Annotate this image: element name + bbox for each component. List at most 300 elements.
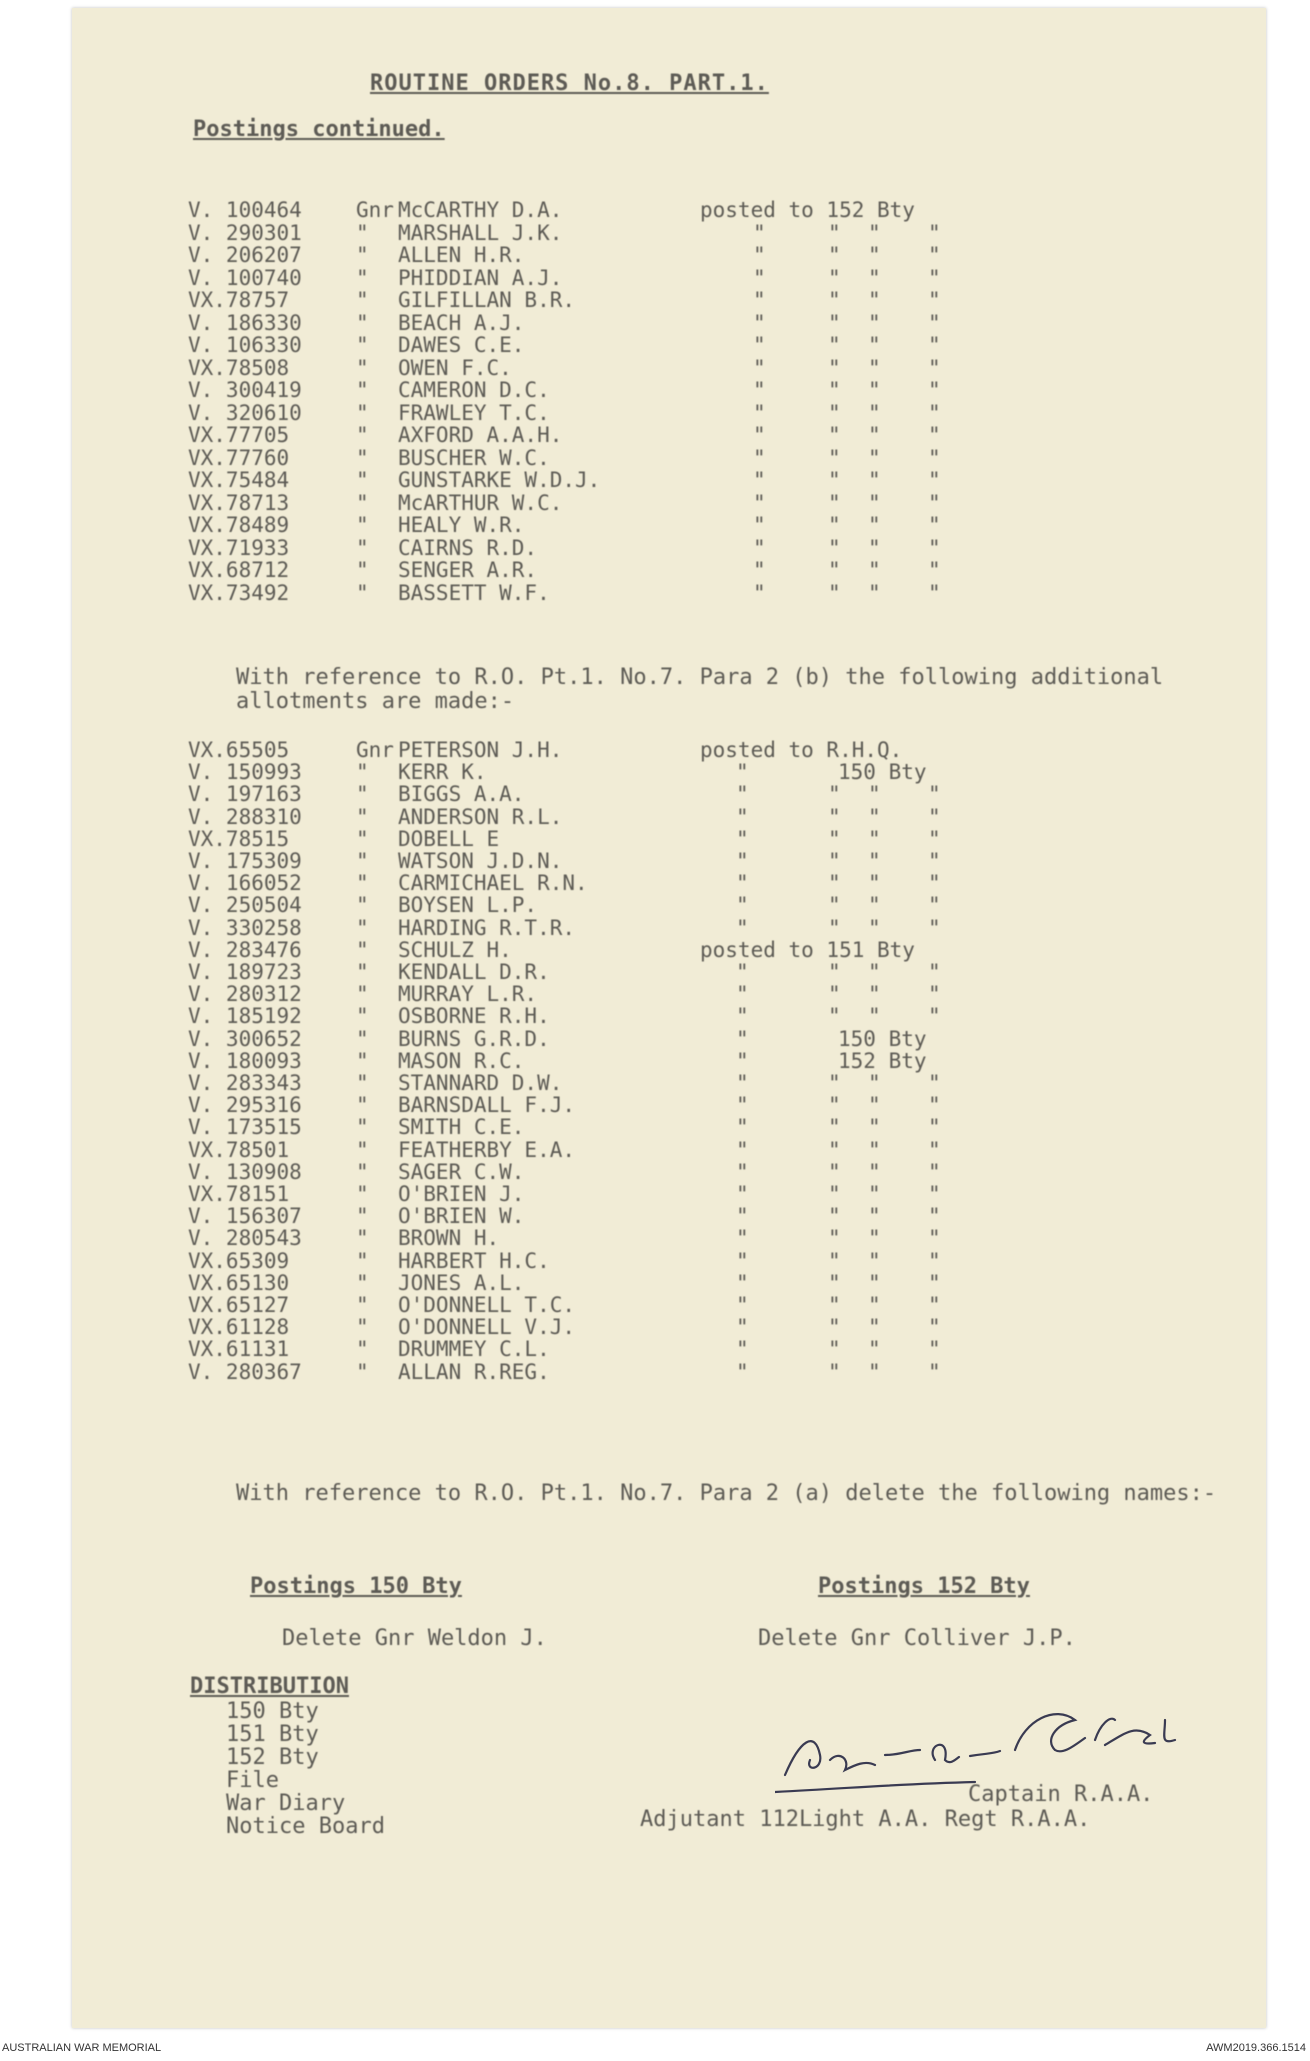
- ditto-mark: ": [828, 513, 841, 537]
- ditto-mark: ": [928, 782, 941, 807]
- posting-destination: posted to R.H.Q.: [700, 738, 903, 762]
- posting-row: [188, 288, 1188, 311]
- ditto-mark: ": [828, 333, 841, 357]
- service-number: V. 206207: [188, 243, 302, 267]
- ditto-mark: ": [868, 490, 881, 515]
- ditto-mark: ": [868, 1270, 881, 1295]
- rank: ": [356, 580, 369, 605]
- service-number: VX.65127: [188, 1293, 290, 1317]
- ditto-mark: ": [828, 1093, 841, 1118]
- delete-152-text: Delete Gnr Colliver J.P.: [758, 1626, 1076, 1651]
- posting-destination: ": [753, 445, 766, 470]
- posting-destination: ": [736, 1071, 749, 1095]
- ditto-mark: ": [928, 1004, 941, 1029]
- soldier-name: KERR K.: [398, 760, 487, 785]
- posting-destination: ": [736, 982, 749, 1007]
- ditto-mark: ": [828, 1226, 841, 1251]
- posting-row: [188, 893, 1188, 916]
- posting-row: [188, 827, 1188, 850]
- posting-destination: 150 Bty: [838, 1026, 927, 1051]
- service-number: VX.78501: [188, 1137, 290, 1162]
- ditto-mark: ": [928, 1071, 941, 1095]
- soldier-name: O'BRIEN J.: [398, 1182, 525, 1206]
- postings-152-heading: Postings 152 Bty: [818, 1574, 1030, 1599]
- posting-row: [188, 423, 1188, 446]
- ditto-mark: ": [928, 558, 941, 582]
- posting-row: [188, 401, 1188, 424]
- posting-destination: ": [753, 243, 766, 267]
- service-number: V. 288310: [188, 804, 302, 829]
- service-number: V. 173515: [188, 1115, 302, 1140]
- rank: ": [356, 1359, 369, 1384]
- ditto-mark: ": [868, 355, 881, 380]
- rank: ": [356, 893, 369, 918]
- rank: ": [356, 826, 369, 851]
- posting-row: [188, 760, 1188, 783]
- service-number: VX.61128: [188, 1315, 290, 1340]
- service-number: V. 320610: [188, 400, 302, 425]
- rank: ": [356, 1315, 369, 1340]
- soldier-name: WATSON J.D.N.: [398, 849, 563, 873]
- posting-destination: ": [736, 1337, 749, 1362]
- posting-destination: posted to 151 Bty: [700, 937, 915, 962]
- service-number: VX.73492: [188, 580, 290, 605]
- soldier-name: CAIRNS R.D.: [398, 535, 538, 560]
- ditto-mark: ": [828, 1293, 841, 1317]
- ditto-mark: ": [828, 915, 841, 940]
- posting-row: [188, 1093, 1188, 1116]
- rank: ": [356, 243, 369, 267]
- ditto-mark: ": [828, 1071, 841, 1095]
- rank: ": [356, 400, 369, 425]
- service-number: V. 130908: [188, 1159, 302, 1184]
- soldier-name: DOBELL E: [398, 826, 500, 851]
- posting-destination: ": [736, 1159, 749, 1184]
- posting-row: [188, 491, 1188, 514]
- rank: ": [356, 1337, 369, 1362]
- ditto-mark: ": [828, 982, 841, 1007]
- rank: ": [356, 1293, 369, 1317]
- posting-row: [188, 513, 1188, 536]
- rank: ": [356, 804, 369, 829]
- ditto-mark: ": [868, 1071, 881, 1095]
- ditto-mark: ": [828, 1204, 841, 1229]
- posting-destination: ": [736, 915, 749, 940]
- rank: ": [356, 1004, 369, 1029]
- ditto-mark: ": [928, 1293, 941, 1317]
- service-number: VX.65505: [188, 738, 290, 762]
- service-number: V. 280543: [188, 1226, 302, 1251]
- posting-row: [188, 1315, 1188, 1338]
- ditto-mark: ": [928, 468, 941, 492]
- soldier-name: GILFILLAN B.R.: [398, 288, 576, 312]
- ditto-mark: ": [828, 804, 841, 829]
- ditto-mark: ": [868, 871, 881, 896]
- service-number: V. 283343: [188, 1071, 302, 1095]
- ditto-mark: ": [868, 1248, 881, 1273]
- posting-row: [188, 916, 1188, 939]
- soldier-name: BEACH A.J.: [398, 310, 525, 335]
- distribution-item: File: [226, 1768, 279, 1793]
- postings-150-heading: Postings 150 Bty: [250, 1574, 462, 1599]
- posting-row: [188, 805, 1188, 828]
- posting-destination: ": [753, 288, 766, 312]
- soldier-name: SMITH C.E.: [398, 1115, 525, 1140]
- ditto-mark: ": [928, 871, 941, 896]
- service-number: VX.78489: [188, 513, 290, 537]
- ditto-mark: ": [828, 1182, 841, 1206]
- soldier-name: ANDERSON R.L.: [398, 804, 563, 829]
- ditto-mark: ": [828, 826, 841, 851]
- ditto-mark: ": [928, 220, 941, 245]
- soldier-name: MARSHALL J.K.: [398, 220, 563, 245]
- posting-row: [188, 446, 1188, 469]
- ditto-mark: ": [928, 355, 941, 380]
- ditto-mark: ": [928, 378, 941, 402]
- ditto-mark: ": [868, 982, 881, 1007]
- posting-destination: ": [753, 265, 766, 290]
- ditto-mark: ": [868, 423, 881, 447]
- rank: ": [356, 558, 369, 582]
- posting-row: [188, 1337, 1188, 1360]
- ditto-mark: ": [928, 265, 941, 290]
- service-number: VX.75484: [188, 468, 290, 492]
- soldier-name: BURNS G.R.D.: [398, 1026, 550, 1051]
- ditto-mark: ": [828, 288, 841, 312]
- ditto-mark: ": [828, 400, 841, 425]
- service-number: V. 300419: [188, 378, 302, 402]
- posting-destination: ": [753, 535, 766, 560]
- posting-row: [188, 581, 1188, 604]
- ditto-mark: ": [828, 871, 841, 896]
- ditto-mark: ": [928, 1226, 941, 1251]
- ditto-mark: ": [928, 804, 941, 829]
- ditto-mark: ": [828, 265, 841, 290]
- posting-destination: ": [736, 1248, 749, 1273]
- ditto-mark: ": [928, 1315, 941, 1340]
- ditto-mark: ": [928, 1359, 941, 1384]
- ditto-mark: ": [928, 580, 941, 605]
- ditto-mark: ": [868, 445, 881, 470]
- rank: ": [356, 982, 369, 1007]
- service-number: V. 290301: [188, 220, 302, 245]
- posting-row: [188, 1204, 1188, 1227]
- soldier-name: ALLEN H.R.: [398, 243, 525, 267]
- service-number: V. 100740: [188, 265, 302, 290]
- soldier-name: MURRAY L.R.: [398, 982, 538, 1007]
- ditto-mark: ": [868, 535, 881, 560]
- service-number: V. 186330: [188, 310, 302, 335]
- rank: ": [356, 490, 369, 515]
- service-number: V. 280312: [188, 982, 302, 1007]
- posting-destination: ": [736, 960, 749, 984]
- ditto-mark: ": [868, 1337, 881, 1362]
- rank: ": [356, 937, 369, 962]
- ditto-mark: ": [928, 400, 941, 425]
- rank: ": [356, 423, 369, 447]
- page-title: ROUTINE ORDERS No.8. PART.1.: [370, 71, 769, 96]
- posting-destination: ": [736, 804, 749, 829]
- posting-row: [188, 1027, 1188, 1050]
- postings-continued-heading: Postings continued.: [193, 117, 445, 142]
- service-number: V. 283476: [188, 937, 302, 962]
- ditto-mark: ": [868, 558, 881, 582]
- rank: ": [356, 1026, 369, 1051]
- posting-destination: ": [753, 490, 766, 515]
- posting-row: [188, 1293, 1188, 1316]
- service-number: V. 166052: [188, 871, 302, 896]
- service-number: V. 185192: [188, 1004, 302, 1029]
- ditto-mark: ": [868, 1293, 881, 1317]
- service-number: VX.78508: [188, 355, 290, 380]
- posting-destination: ": [753, 220, 766, 245]
- ditto-mark: ": [928, 513, 941, 537]
- soldier-name: AXFORD A.A.H.: [398, 423, 563, 447]
- ditto-mark: ": [928, 535, 941, 560]
- rank: ": [356, 355, 369, 380]
- ditto-mark: ": [828, 1137, 841, 1162]
- posting-row: [188, 1138, 1188, 1161]
- posting-destination: ": [753, 378, 766, 402]
- ditto-mark: ": [928, 1182, 941, 1206]
- ditto-mark: ": [868, 400, 881, 425]
- ditto-mark: ": [868, 288, 881, 312]
- ditto-mark: ": [928, 333, 941, 357]
- delete-150-text: Delete Gnr Weldon J.: [282, 1626, 547, 1651]
- rank: ": [356, 513, 369, 537]
- rank: ": [356, 468, 369, 492]
- rank: ": [356, 782, 369, 807]
- posting-row: [188, 311, 1188, 334]
- posting-destination: ": [736, 1115, 749, 1140]
- service-number: V. 106330: [188, 333, 302, 357]
- ditto-mark: ": [928, 310, 941, 335]
- soldier-name: FRAWLEY T.C.: [398, 400, 550, 425]
- service-number: VX.65130: [188, 1270, 290, 1295]
- posting-row: [188, 356, 1188, 379]
- posting-destination: ": [736, 1315, 749, 1340]
- soldier-name: STANNARD D.W.: [398, 1071, 563, 1095]
- posting-destination: ": [736, 1226, 749, 1251]
- signature-role: Adjutant 112Light A.A. Regt R.A.A.: [640, 1807, 1091, 1832]
- ditto-mark: ": [928, 1337, 941, 1362]
- ditto-mark: ": [828, 960, 841, 984]
- ditto-mark: ": [928, 826, 941, 851]
- ditto-mark: ": [828, 1337, 841, 1362]
- ditto-mark: ": [828, 445, 841, 470]
- ditto-mark: ": [868, 1226, 881, 1251]
- distribution-item: War Diary: [226, 1791, 346, 1816]
- posting-row: [188, 1226, 1188, 1249]
- posting-destination: ": [753, 423, 766, 447]
- posting-row: [188, 871, 1188, 894]
- posting-destination: ": [736, 1137, 749, 1162]
- posting-row: [188, 1271, 1188, 1294]
- rank: ": [356, 1270, 369, 1295]
- rank: ": [356, 960, 369, 984]
- soldier-name: O'DONNELL T.C.: [398, 1293, 576, 1317]
- ditto-mark: ": [736, 1048, 749, 1073]
- ditto-mark: ": [868, 1115, 881, 1140]
- soldier-name: KENDALL D.R.: [398, 960, 550, 984]
- ditto-mark: ": [828, 220, 841, 245]
- ditto-mark: ": [828, 423, 841, 447]
- ditto-mark: ": [868, 849, 881, 873]
- service-number: V. 175309: [188, 849, 302, 873]
- ditto-mark: ": [928, 960, 941, 984]
- rank: ": [356, 871, 369, 896]
- paragraph-additional-allotments: With reference to R.O. Pt.1. No.7. Para 2 (b) the following additional allotments are made:-: [236, 665, 1164, 714]
- ditto-mark: ": [828, 558, 841, 582]
- ditto-mark: ": [928, 1093, 941, 1118]
- soldier-name: BASSETT W.F.: [398, 580, 550, 605]
- soldier-name: GUNSTARKE W.D.J.: [398, 468, 601, 492]
- ditto-mark: ": [928, 982, 941, 1007]
- posting-row: [188, 938, 1188, 961]
- ditto-mark: ": [736, 1026, 749, 1051]
- rank: ": [356, 445, 369, 470]
- posting-row: [188, 378, 1188, 401]
- ditto-mark: ": [928, 288, 941, 312]
- soldier-name: SENGER A.R.: [398, 558, 538, 582]
- posting-destination: ": [736, 782, 749, 807]
- soldier-name: MASON R.C.: [398, 1048, 525, 1073]
- service-number: V. 156307: [188, 1204, 302, 1229]
- distribution-item: 151 Bty: [226, 1722, 319, 1747]
- posting-row: [188, 333, 1188, 356]
- service-number: VX.68712: [188, 558, 290, 582]
- ditto-mark: ": [828, 1315, 841, 1340]
- ditto-mark: ": [868, 378, 881, 402]
- footer-right-id: AWM2019.366.1514: [1206, 2042, 1306, 2054]
- soldier-name: PHIDDIAN A.J.: [398, 265, 563, 290]
- posting-destination: ": [736, 1293, 749, 1317]
- rank: ": [356, 310, 369, 335]
- soldier-name: OSBORNE R.H.: [398, 1004, 550, 1029]
- rank: ": [356, 849, 369, 873]
- ditto-mark: ": [868, 1137, 881, 1162]
- service-number: V. 180093: [188, 1048, 302, 1073]
- posting-destination: ": [736, 849, 749, 873]
- ditto-mark: ": [868, 826, 881, 851]
- ditto-mark: ": [868, 265, 881, 290]
- soldier-name: CAMERON D.C.: [398, 378, 550, 402]
- posting-destination: ": [736, 1004, 749, 1029]
- rank: ": [356, 1115, 369, 1140]
- service-number: V. 197163: [188, 782, 302, 807]
- posting-destination: ": [736, 1359, 749, 1384]
- soldier-name: HEALY W.R.: [398, 513, 525, 537]
- ditto-mark: ": [828, 378, 841, 402]
- ditto-mark: ": [828, 1248, 841, 1273]
- soldier-name: BUSCHER W.C.: [398, 445, 550, 470]
- service-number: VX.78713: [188, 490, 290, 515]
- ditto-mark: ": [868, 1182, 881, 1206]
- soldier-name: CARMICHAEL R.N.: [398, 871, 588, 896]
- rank: Gnr: [356, 738, 394, 762]
- ditto-mark: ": [928, 1159, 941, 1184]
- service-number: VX.61131: [188, 1337, 290, 1362]
- ditto-mark: ": [828, 1270, 841, 1295]
- posting-destination: ": [753, 400, 766, 425]
- ditto-mark: ": [828, 1359, 841, 1384]
- ditto-mark: ": [868, 243, 881, 267]
- ditto-mark: ": [828, 1115, 841, 1140]
- ditto-mark: ": [928, 1115, 941, 1140]
- posting-row: [188, 1360, 1188, 1383]
- service-number: VX.78757: [188, 288, 290, 312]
- rank: ": [356, 1248, 369, 1273]
- service-number: V. 250504: [188, 893, 302, 918]
- posting-row: [188, 738, 1188, 761]
- footer-left-credit: AUSTRALIAN WAR MEMORIAL: [2, 2042, 162, 2054]
- service-number: V. 150993: [188, 760, 302, 785]
- ditto-mark: ": [868, 513, 881, 537]
- soldier-name: BOYSEN L.P.: [398, 893, 538, 918]
- rank: ": [356, 760, 369, 785]
- ditto-mark: ": [868, 1315, 881, 1340]
- rank: ": [356, 1204, 369, 1229]
- service-number: VX.71933: [188, 535, 290, 560]
- posting-row: [188, 782, 1188, 805]
- rank: ": [356, 265, 369, 290]
- ditto-mark: ": [928, 1270, 941, 1295]
- posting-destination: ": [736, 1093, 749, 1118]
- ditto-mark: ": [828, 580, 841, 605]
- ditto-mark: ": [928, 445, 941, 470]
- ditto-mark: ": [928, 490, 941, 515]
- distribution-item: Notice Board: [226, 1814, 385, 1839]
- soldier-name: BROWN H.: [398, 1226, 500, 1251]
- posting-row: [188, 982, 1188, 1005]
- soldier-name: OWEN F.C.: [398, 355, 512, 380]
- rank: ": [356, 1093, 369, 1118]
- posting-row: [188, 221, 1188, 244]
- posting-row: [188, 558, 1188, 581]
- service-number: VX.65309: [188, 1248, 290, 1273]
- ditto-mark: ": [828, 1159, 841, 1184]
- ditto-mark: ": [736, 760, 749, 785]
- posting-row: [188, 849, 1188, 872]
- ditto-mark: ": [868, 468, 881, 492]
- ditto-mark: ": [868, 1204, 881, 1229]
- ditto-mark: ": [868, 1359, 881, 1384]
- ditto-mark: ": [868, 310, 881, 335]
- ditto-mark: ": [828, 893, 841, 918]
- soldier-name: FEATHERBY E.A.: [398, 1137, 576, 1162]
- service-number: VX.78515: [188, 826, 290, 851]
- image-footer: [0, 2036, 1310, 2061]
- posting-row: [188, 536, 1188, 559]
- ditto-mark: ": [868, 1159, 881, 1184]
- rank: ": [356, 288, 369, 312]
- posting-row: [188, 1049, 1188, 1072]
- rank: ": [356, 915, 369, 940]
- rank: Gnr: [356, 198, 394, 222]
- ditto-mark: ": [868, 1093, 881, 1118]
- ditto-mark: ": [828, 243, 841, 267]
- soldier-name: HARDING R.T.R.: [398, 915, 576, 940]
- ditto-mark: ": [828, 782, 841, 807]
- service-number: V. 280367: [188, 1359, 302, 1384]
- service-number: VX.77760: [188, 445, 290, 470]
- service-number: V. 330258: [188, 915, 302, 940]
- posting-row: [188, 1071, 1188, 1094]
- signature-rank: Captain R.A.A.: [968, 1782, 1154, 1807]
- service-number: V. 100464: [188, 198, 302, 222]
- ditto-mark: ": [828, 310, 841, 335]
- ditto-mark: ": [868, 580, 881, 605]
